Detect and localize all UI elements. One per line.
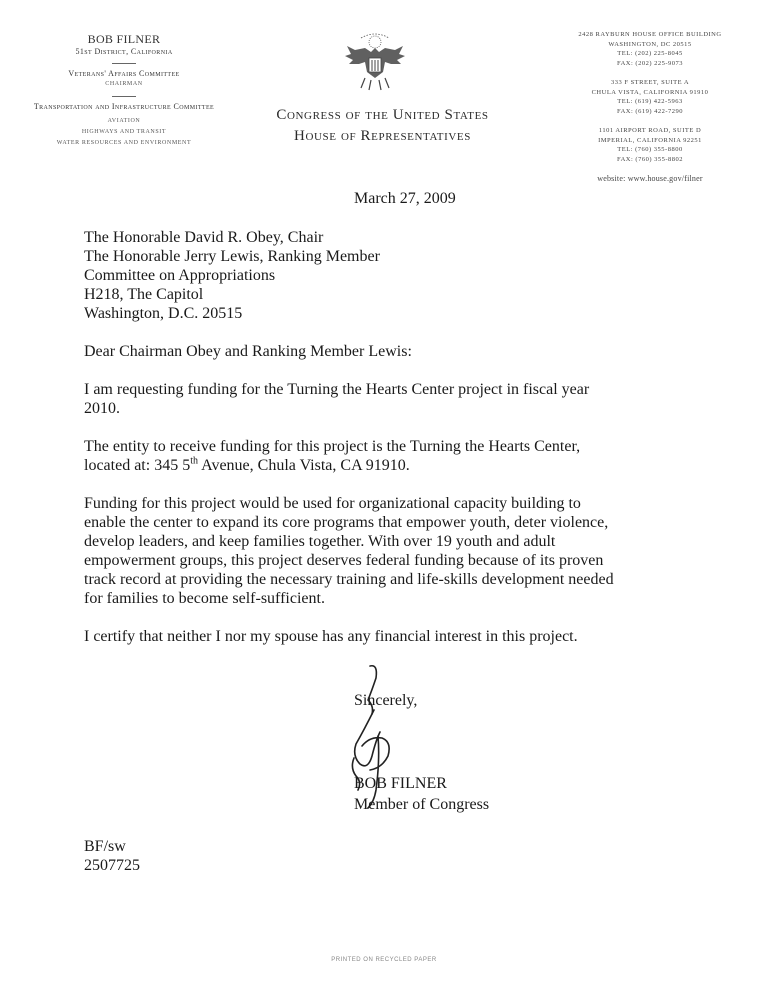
typist-initials: BF/sw <box>84 838 126 855</box>
office-city: CHULA VISTA, CALIFORNIA 91910 <box>591 88 709 96</box>
office-chula-vista <box>550 78 750 116</box>
office-tel: TEL: (619) 422-5963 <box>617 98 683 105</box>
committee-veterans: Veterans' Affairs Committee <box>68 69 180 78</box>
letterhead-right <box>550 30 750 184</box>
paragraph-request <box>84 380 684 418</box>
paragraph-purpose <box>84 494 684 608</box>
document-number: 2507725 <box>84 857 140 874</box>
title-congress: Congress of the United States <box>276 107 489 123</box>
paragraph-line: I am requesting funding for the Turning the Hearts Center project in fiscal year <box>84 381 590 398</box>
office-city: IMPERIAL, CALIFORNIA 92251 <box>598 136 702 144</box>
subcommittee-aviation: AVIATION <box>107 118 141 124</box>
committee-transportation: Transportation and Infrastructure Committee <box>33 102 215 111</box>
signer-name: BOB FILNER <box>354 775 447 792</box>
office-address: 1101 AIRPORT ROAD, SUITE D <box>598 127 702 134</box>
letter-date: March 27, 2009 <box>354 190 456 207</box>
paragraph-line: develop leaders, and keep families together. With over 19 youth and adult <box>84 533 556 550</box>
office-address: 333 F STREET, SUITE A <box>610 79 690 86</box>
member-district: 51st District, California <box>75 47 173 56</box>
title-house: House of Representatives <box>294 128 471 144</box>
paragraph-line: Funding for this project would be used for organizational capacity building to <box>84 495 581 512</box>
subcommittee-highways: HIGHWAYS AND TRANSIT <box>81 129 167 135</box>
divider <box>112 96 136 97</box>
closing: Sincerely, <box>354 692 418 709</box>
paragraph-line: 2010. <box>84 400 120 417</box>
paragraph-line: The entity to receive funding for this project is the Turning the Hearts Center, <box>84 438 581 455</box>
committee-veterans-role: CHAIRMAN <box>105 81 143 87</box>
reference-initials <box>84 837 140 875</box>
recipient-address <box>84 228 684 323</box>
ordinal-suffix: th <box>190 455 198 467</box>
address-text: located at: 345 5 <box>84 457 191 474</box>
member-name: BOB FILNER <box>87 32 161 46</box>
office-tel: TEL: (760) 355-8800 <box>617 146 683 153</box>
recipient-line: Committee on Appropriations <box>84 267 276 284</box>
recipient-line: The Honorable David R. Obey, Chair <box>84 229 324 246</box>
recipient-line: H218, The Capitol <box>84 286 204 303</box>
house-seal-icon <box>341 30 409 94</box>
paragraph-line: for families to become self-sufficient. <box>84 590 325 607</box>
subcommittee-water: WATER RESOURCES AND ENVIRONMENT <box>56 140 192 146</box>
paragraph-line: track record at providing the necessary training and life-skills development needed <box>84 571 614 588</box>
website-text: website: www.house.gov/filner <box>597 174 703 183</box>
divider <box>112 63 136 64</box>
salutation: Dear Chairman Obey and Ranking Member Lewis: <box>84 343 412 360</box>
address-text: Avenue, Chula Vista, CA 91910. <box>197 457 410 474</box>
paragraph-line <box>84 456 684 475</box>
paragraph-line: enable the center to expand its core programs that empower youth, deter violence, <box>84 514 609 531</box>
office-tel: TEL: (202) 225-8045 <box>617 50 683 57</box>
paragraph-entity <box>84 437 684 475</box>
paragraph-certify: I certify that neither I nor my spouse has any financial interest in this project. <box>84 628 578 645</box>
letter-body <box>84 228 684 646</box>
office-fax: FAX: (202) 225-9073 <box>616 59 684 67</box>
letterhead-left <box>28 32 220 149</box>
office-city: WASHINGTON, DC 20515 <box>608 40 692 48</box>
recipient-line: Washington, D.C. 20515 <box>84 305 243 322</box>
office-washington <box>550 30 750 68</box>
office-fax: FAX: (619) 422-7290 <box>616 107 684 115</box>
recycled-paper-note: PRINTED ON RECYCLED PAPER <box>331 957 437 963</box>
office-address: 2428 RAYBURN HOUSE OFFICE BUILDING <box>578 31 722 38</box>
office-imperial <box>550 126 750 164</box>
signer-title: Member of Congress <box>354 796 490 813</box>
office-fax: FAX: (760) 355-8802 <box>616 155 684 163</box>
paragraph-line: empowerment groups, this project deserves federal funding because of its proven <box>84 552 604 569</box>
recipient-line: The Honorable Jerry Lewis, Ranking Member <box>84 248 380 265</box>
signature-block <box>354 773 489 815</box>
letterhead-title <box>230 105 535 147</box>
